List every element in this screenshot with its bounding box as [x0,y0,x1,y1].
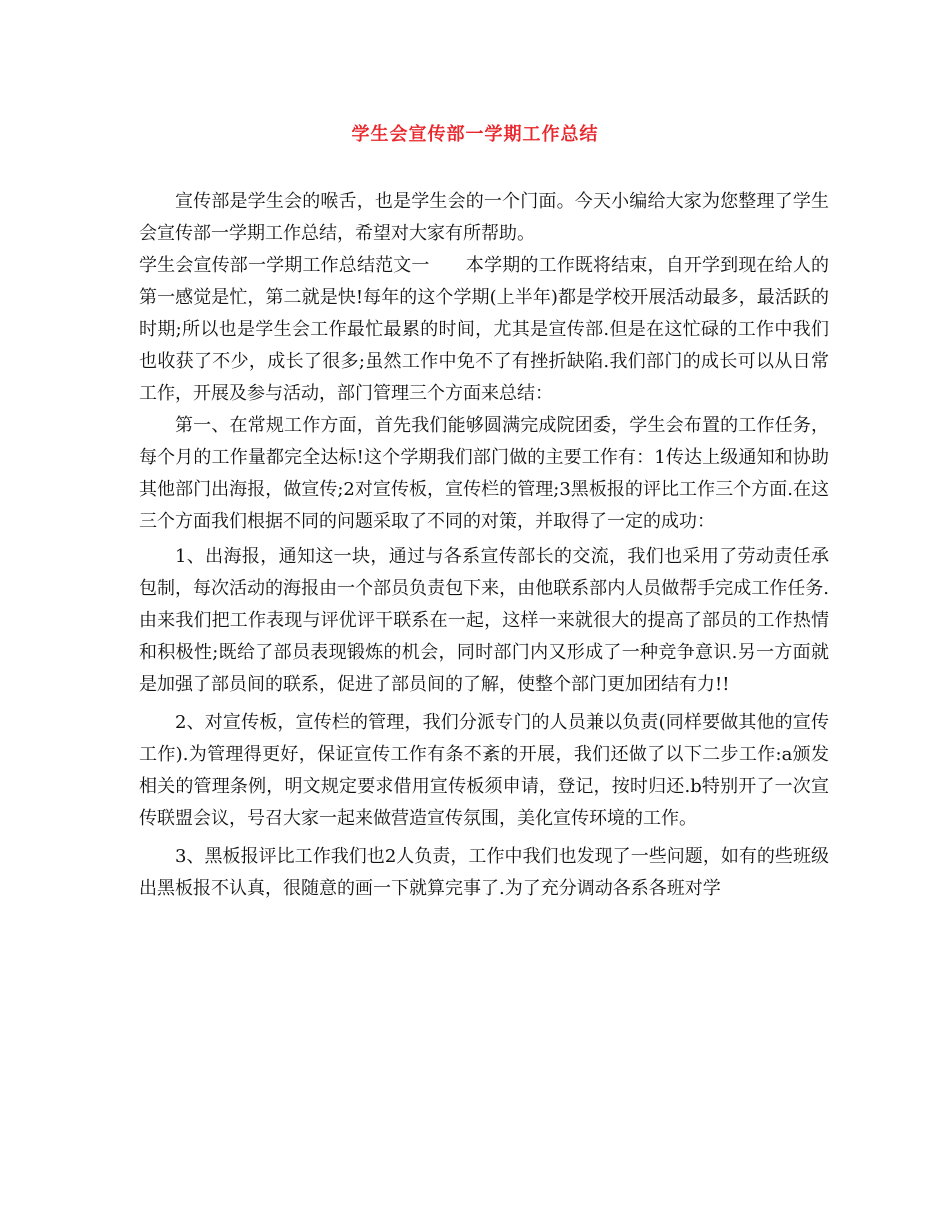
paragraph-intro: 宣传部是学生会的喉舌，也是学生会的一个门面。今天小编给大家为您整理了学生会宣传部一学期工作总结，希望对大家有所帮助。 [139,191,829,244]
paragraph-routine-work: 第一、在常规工作方面，首先我们能够圆满完成院团委，学生会布置的工作任务，每个月的工作量都完全达标!这个学期我们部门做的主要工作有：1传达上级通知和协助其他部门出海报，做宣传;2对宣传板，宣传栏的管理;3黑板报的评比工作三个方面.在这三个方面我们根据不同的问题采取了不同的对策，并取得了一定的成功： [139,415,829,532]
document-body [139,186,829,905]
paragraph-blackboard: 3、黑板报评比工作我们也2人负责，工作中我们也发现了一些问题，如有的些班级出黑板报不认真，很随意的画一下就算完事了.为了充分调动各系各班对学 [139,846,829,899]
paragraph-sample-one: 学生会宣传部一学期工作总结范文一 本学期的工作既将结束，自开学到现在给人的第一感觉是忙，第二就是快!每年的这个学期(上半年)都是学校开展活动最多，最活跃的时期;所以也是学生会工作最忙最累的时间，尤其是宣传部.但是在这忙碌的工作中我们也收获了不少，成长了很多;虽然工作中免不了有挫折缺陷.我们部门的成长可以从日常工作，开展及参与活动，部门管理三个方面来总结： [139,255,829,404]
paragraph-boards: 2、对宣传板，宣传栏的管理，我们分派专门的人员兼以负责(同样要做其他的宣传工作).为管理得更好，保证宣传工作有条不紊的开展，我们还做了以下二步工作:a颁发相关的管理条例，明文规定要求借用宣传板须申请，登记，按时归还.b特别开了一次宣传联盟会议，号召大家一起来做营造宣传氛围，美化宣传环境的工作。 [139,712,829,829]
document-title: 学生会宣传部一学期工作总结 [351,124,599,145]
paragraph-posters: 1、出海报，通知这一块，通过与各系宣传部长的交流，我们也采用了劳动责任承包制，每次活动的海报由一个部员负责包下来，由他联系部内人员做帮手完成工作任务.由来我们把工作表现与评优评干联系在一起，这样一来就很大的提高了部员的工作热情和积极性;既给了部员表现锻炼的机会，同时部门内又形成了一种竞争意识.另一方面就是加强了部员间的联系，促进了部员间的了解，使整个部门更加团结有力!! [139,546,829,695]
